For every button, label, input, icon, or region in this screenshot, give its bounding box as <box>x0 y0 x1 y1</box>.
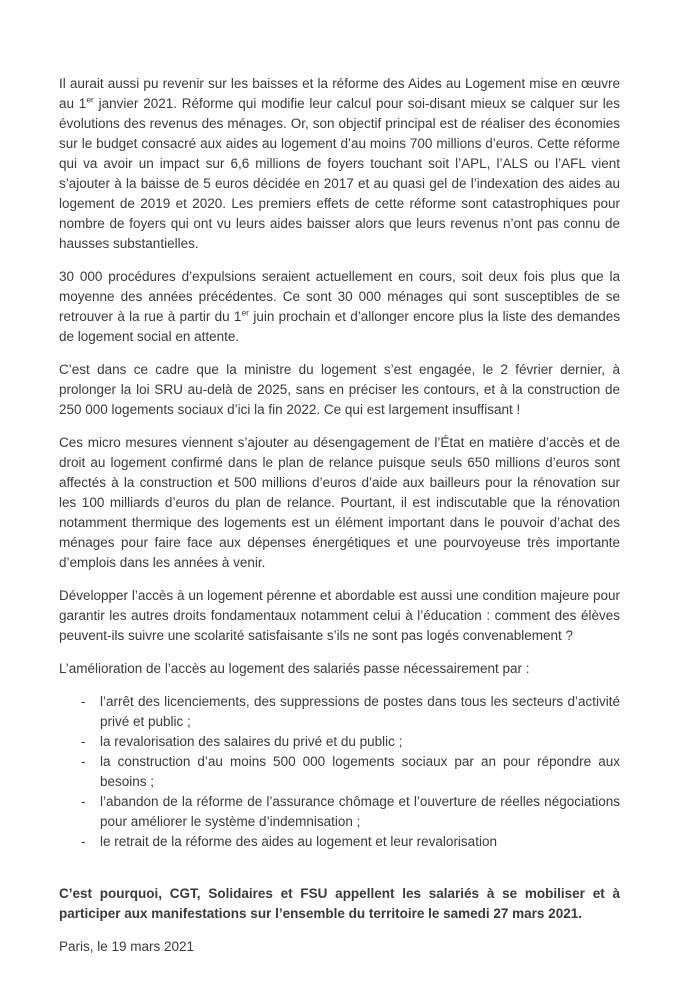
list-item-marker: - <box>81 734 86 749</box>
list-item-marker: - <box>81 694 86 709</box>
ordinal-superscript: er <box>86 94 94 105</box>
list-item <box>59 732 620 752</box>
paragraph-text: 30 000 procédures d’expulsions seraient actuellement en cours, soit deux fois plus que la moyenne des années précédentes. Ce sont 30 000 ménages qui sont susceptibles de se retrouver à la rue à partir du 1 <box>59 269 620 324</box>
list-item <box>59 692 620 732</box>
demands-list <box>59 692 620 852</box>
paragraph-logement-education: Développer l’accès à un logement pérenne et abordable est aussi une condition majeure pour garantir les autres droits fondamentaux notamment celui à l’éducation : comment des élèves peuvent-ils suivre une scolarité satisfaisante s’ils ne sont pas logés convenablement ? <box>59 588 620 643</box>
paragraph-ministre-engagement: C’est dans ce cadre que la ministre du logement s’est engagée, le 2 février dernier, à prolonger la loi SRU au-delà de 2025, sans en préciser les contours, et à la construction de 250 000 logements sociaux d’ici la fin 2022. Ce qui est largement insuffisant ! <box>59 362 620 417</box>
ordinal-superscript: er <box>241 307 250 318</box>
list-item-text: l’arrêt des licenciements, des suppressions de postes dans tous les secteurs d’activité privé et public ; <box>100 694 620 729</box>
list-item <box>59 752 620 792</box>
list-intro: L’amélioration de l’accès au logement des salariés passe nécessairement par : <box>59 661 530 676</box>
paragraph-housing-aid-reform <box>59 74 620 254</box>
list-item <box>59 832 620 852</box>
paragraph-text: janvier 2021. Réforme qui modifie leur calcul pour soi-disant mieux se calquer sur les évolutions des revenus des ménages. Or, son objectif principal est de réaliser des économies sur le budget consacré aux aides au logement d’au moins 700 millions d’euros. Cette réforme qui va avoir un impact sur 6,6 millions de foyers touchant soit l’APL, l’ALS ou l’AFL vient s’ajouter à la baisse de 5 euros décidée en 2017 et au quasi gel de l’indexation des aides au logement de 2019 et 2020. Les premiers effets de cette réforme sont catastrophiques pour nombre de foyers qui ont vu leurs aides baisser alors que leurs revenus n’ont pas connu de hausses substantielles. <box>59 96 620 251</box>
dateline: Paris, le 19 mars 2021 <box>59 939 195 954</box>
list-item <box>59 792 620 832</box>
list-item-marker: - <box>81 794 86 809</box>
closing-call-to-action: C’est pourquoi, CGT, Solidaires et FSU appellent les salariés à se mobiliser et à participer aux manifestations sur l’ensemble du territoire le samedi 27 mars 2021. <box>59 886 620 921</box>
list-item-text: l’abandon de la réforme de l’assurance chômage et l’ouverture de réelles négociations pour améliorer le système d’indemnisation ; <box>100 794 620 829</box>
list-item-text: la construction d’au moins 500 000 logements sociaux par an pour répondre aux besoins ; <box>100 754 620 789</box>
list-item-marker: - <box>81 834 86 849</box>
paragraph-expulsions <box>59 267 620 347</box>
list-item-text: la revalorisation des salaires du privé et du public ; <box>100 734 403 749</box>
paragraph-text: Il aurait aussi pu revenir sur les baisses et la réforme des Aides au Logement mise en œuvre au 1 <box>59 76 620 111</box>
list-item-text: le retrait de la réforme des aides au logement et leur revalorisation <box>100 834 497 849</box>
list-item-marker: - <box>81 754 86 769</box>
paragraph-plan-de-relance: Ces micro mesures viennent s’ajouter au désengagement de l’État en matière d’accès et de droit au logement confirmé dans le plan de relance puisque seuls 650 millions d’euros sont affectés à la construction et 500 millions d’euros d’aide aux bailleurs pour la rénovation sur les 100 milliards d’euros du plan de relance. Pourtant, il est indiscutable que la rénovation notamment thermique des logements est un élément important dans le pouvoir d’achat des ménages pour faire face aux dépenses énergétiques et une pourvoyeuse très importante d’emplois dans les années à venir. <box>59 435 620 570</box>
paragraph-text: juin prochain et d’allonger encore plus la liste des demandes de logement social en attente. <box>59 309 620 344</box>
